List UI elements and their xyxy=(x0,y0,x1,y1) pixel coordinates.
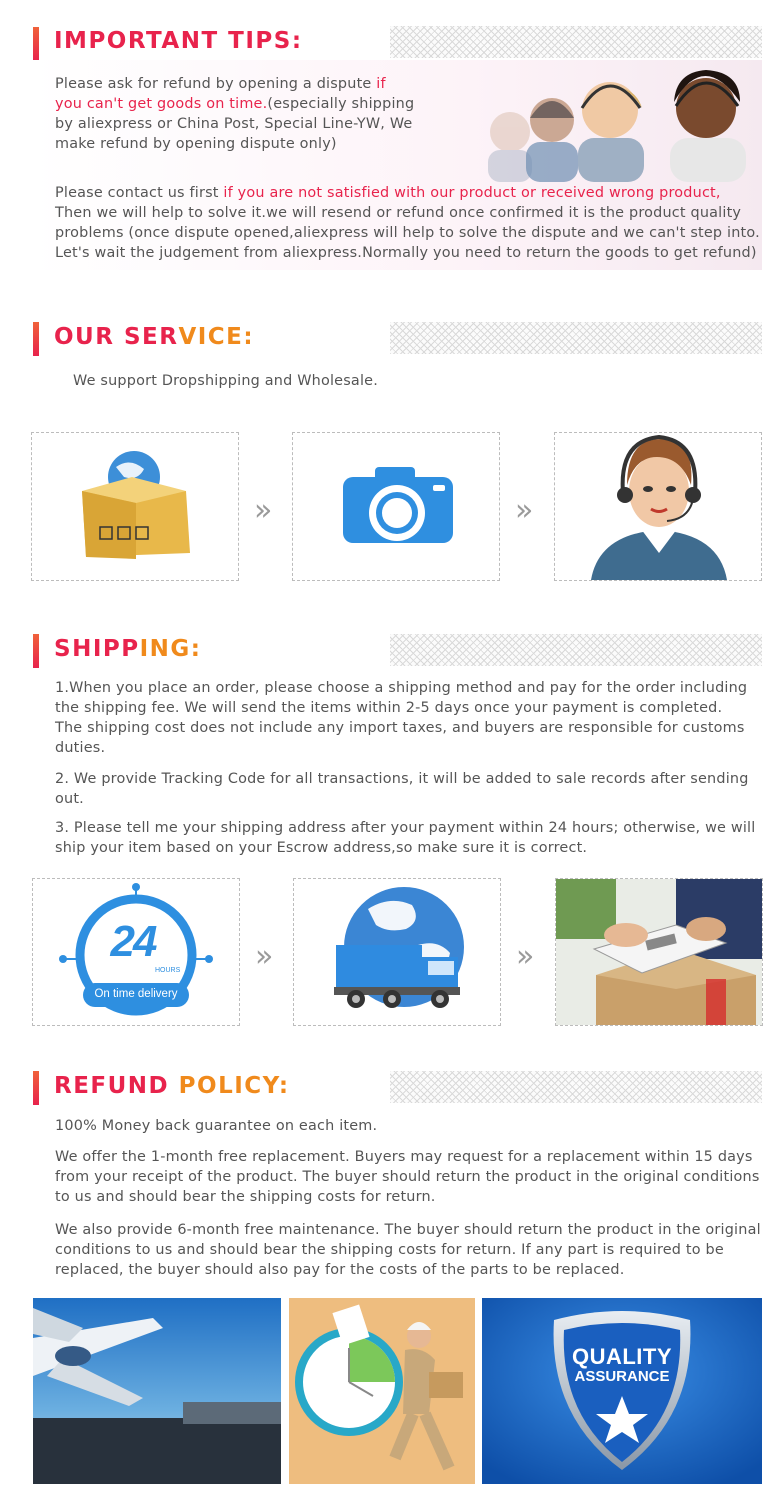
courier-clock-image xyxy=(289,1298,475,1484)
camera-box xyxy=(292,432,500,581)
quality-assurance-photo xyxy=(482,1298,762,1484)
shipping-text-1: 1.When you place an order, please choose a shipping method and pay for the order including the shipping fee. We will send the items within 2-5 days once your payment is completed. The shipping cost does not include any import taxes, and buyers are responsible for customs duties. xyxy=(55,680,748,756)
refund-text-1: 100% Money back guarantee on each item. xyxy=(55,1118,378,1134)
refund-text-3: We also provide 6-month free maintenance. The buyer should return the product in the original conditions to us and should bear the shipping costs for return. If any part is required to be replaced, the buyer should also pay for the costs of the parts to be replaced. xyxy=(55,1222,761,1278)
support-agent-icon xyxy=(555,433,761,580)
shipping-text-3: 3. Please tell me your shipping address after your payment within 24 hours; otherwise, we will ship your item based on your Escrow address,so make sure it is correct. xyxy=(55,820,756,856)
quality-shield-icon xyxy=(482,1298,762,1484)
section-marker xyxy=(33,27,39,61)
badge-label: On time delivery xyxy=(94,988,178,1000)
heading-stripe xyxy=(390,322,762,354)
package-globe-icon xyxy=(32,433,238,580)
tips-heading: IMPORTANT TIPS: xyxy=(54,28,303,54)
shield-text-line1: QUALITY xyxy=(571,1344,673,1369)
support-agent-box xyxy=(554,432,762,581)
airplane-image xyxy=(33,1298,281,1484)
globe-truck-icon xyxy=(294,879,500,1025)
section-marker xyxy=(33,1071,39,1105)
tips-paragraph-2: Please contact us first if you are not satisfied with our product or received wrong product, Then we will help to solve it.we will resend or refund once confirmed it is the product quality problems (once dispute opened,aliexpress will help to solve the dispute and we can't step into. Let's wait the judgement from aliexpress.Normally you need to return the goods to get refund) xyxy=(55,185,760,261)
truck-box xyxy=(293,878,501,1026)
heading-stripe xyxy=(390,26,762,58)
refund-heading: REFUND POLICY: xyxy=(54,1073,290,1099)
badge-hours: HOURS xyxy=(155,967,181,974)
section-marker xyxy=(33,634,39,668)
call-center-agents-image xyxy=(470,62,762,182)
arrow-icon: » xyxy=(254,493,273,528)
shipping-text-2: 2. We provide Tracking Code for all transactions, it will be added to sale records after sending out. xyxy=(55,771,749,807)
camera-icon xyxy=(293,433,499,580)
arrow-icon: » xyxy=(516,939,535,974)
shipping-heading: SHIPPING: xyxy=(54,636,202,662)
badge-number: 24 xyxy=(110,917,156,966)
shield-text-line2: ASSURANCE xyxy=(574,1368,670,1385)
heading-stripe xyxy=(390,1071,762,1103)
airport-photo xyxy=(33,1298,281,1484)
service-heading: OUR SERVICE: xyxy=(54,324,255,350)
refund-text-2: We offer the 1-month free replacement. Buyers may request for a replacement within 15 days from your receipt of the product. The buyer should return the product in the original conditions to us and should bear the shipping costs for return. xyxy=(55,1149,760,1205)
heading-stripe xyxy=(390,634,762,666)
parcel-signing-photo xyxy=(556,879,762,1025)
arrow-icon: » xyxy=(255,939,274,974)
parcel-signing-box xyxy=(555,878,763,1026)
delivery-badge-box xyxy=(32,878,240,1026)
arrow-icon: » xyxy=(515,493,534,528)
package-box xyxy=(31,432,239,581)
section-marker xyxy=(33,322,39,356)
tips-paragraph-1: Please ask for refund by opening a dispute if you can't get goods on time.(especially shipping by aliexpress or China Post, Special Line-YW, We make refund by opening dispute only) xyxy=(55,76,415,152)
fast-courier-photo xyxy=(289,1298,475,1484)
service-text: We support Dropshipping and Wholesale. xyxy=(73,373,378,389)
